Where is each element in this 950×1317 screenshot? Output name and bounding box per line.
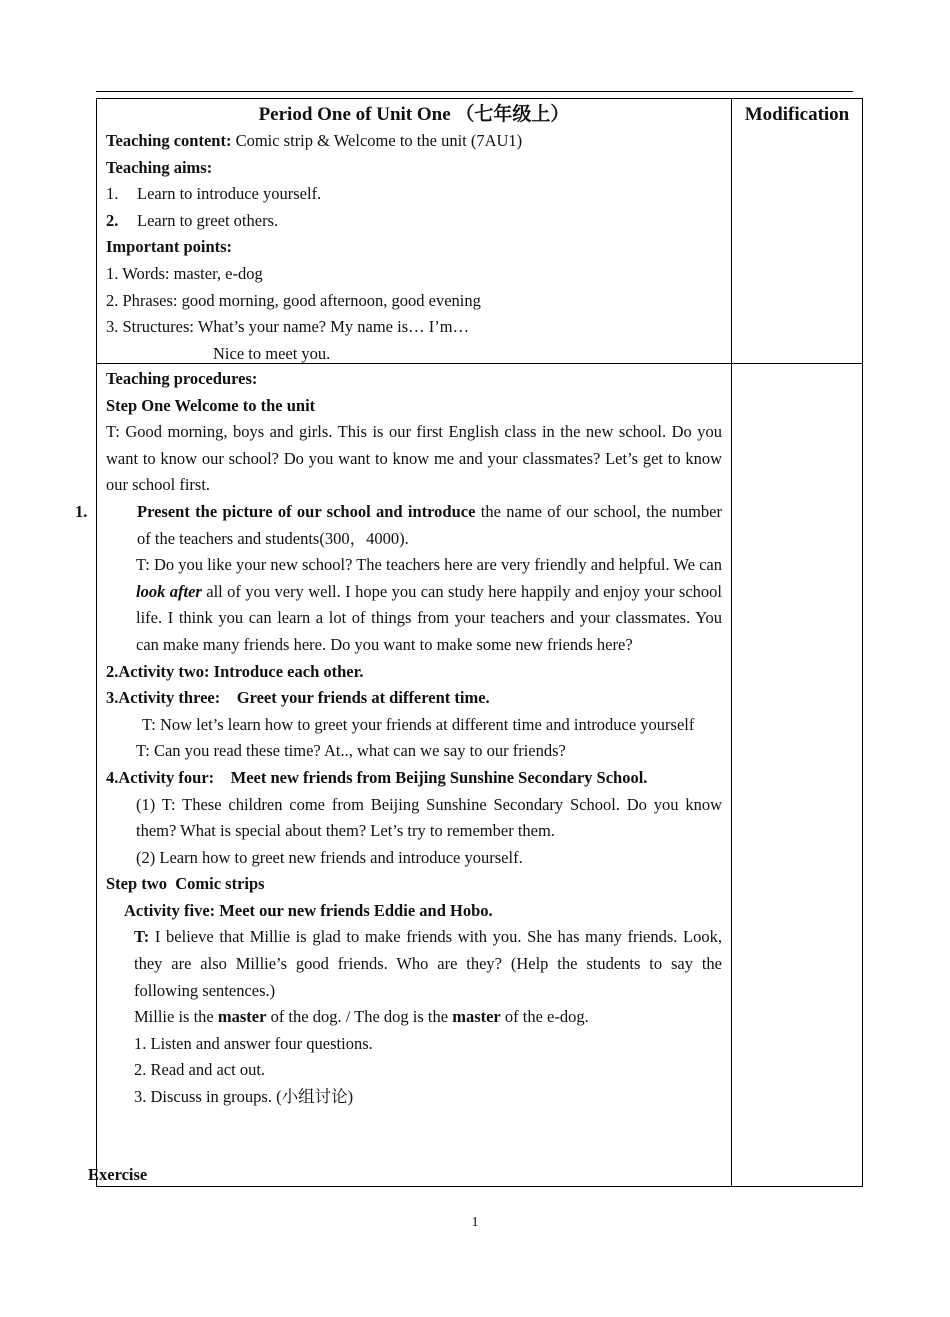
aims-label: Teaching aims:	[106, 157, 213, 177]
item-number: 1.	[75, 501, 88, 521]
content-value: Comic strip & Welcome to the unit (7AU1)	[231, 131, 523, 150]
exercise-heading: Exercise	[88, 1165, 148, 1184]
header-rule	[96, 91, 853, 92]
point-item: Nice to meet you.	[213, 343, 331, 363]
millie-sentence	[106, 1004, 722, 1031]
header-main-cell	[97, 99, 732, 364]
item-one-teacher	[106, 552, 722, 658]
intro-paragraph: T: Good morning, boys and girls. This is our first English class in the new school. Do you want to know our school? Do you want to know me and your classmates? Let’s get to know our school first.	[106, 422, 722, 495]
page-title: Period One of Unit One （七年级上）	[258, 104, 570, 125]
aim-text: Learn to introduce yourself.	[137, 184, 322, 204]
activity-three-teacher-1: T: Now let’s learn how to greet your friends at different time and introduce yourself	[142, 714, 695, 734]
point-item: 3. Structures: What’s your name? My name is… I’m…	[106, 317, 470, 337]
activity-three-teacher-2: T: Can you read these time? At.., what can we say to our friends?	[136, 741, 566, 761]
task-item: 3. Discuss in groups. (小组讨论)	[134, 1087, 354, 1107]
teacher-text: T: Do you like your new school? The teachers here are very friendly and helpful. We can	[136, 555, 722, 575]
item-one	[75, 499, 722, 552]
aim-text: Learn to greet others.	[137, 210, 279, 230]
aim-item	[106, 208, 722, 235]
procedures-cell	[75, 364, 732, 1187]
task-item: 1. Listen and answer four questions.	[134, 1033, 373, 1053]
sentence-part: of the e-dog.	[500, 1007, 589, 1027]
activity-four-item-1: (1) T: These children come from Beijing Sunshine Secondary School. Do you know them? What is special about them? Let’s try to remember them.	[136, 794, 722, 841]
activity-five-teacher	[106, 924, 722, 1004]
task-item: 2. Read and act out.	[134, 1060, 266, 1080]
lesson-plan-table	[75, 98, 863, 1187]
point-item: 2. Phrases: good morning, good afternoon, good evening	[106, 290, 481, 310]
item-one-bold: Present the picture of our school and introduce	[137, 501, 476, 521]
teacher-text: all of you very well. I hope you can study here happily and enjoy your school life. I think you can learn a lot of things from your teachers and your classmates. You can make many friends here. Do you want to make some new friends here?	[136, 581, 722, 654]
activity-two-heading: 2.Activity two: Introduce each other.	[106, 661, 364, 681]
item-one-rest: the name of our school, the number of the teachers and students(300，4000).	[137, 501, 722, 548]
activity-four-item-2: (2) Learn how to greet new friends and introduce yourself.	[136, 847, 523, 867]
modification-cell	[732, 99, 863, 364]
procedures-label: Teaching procedures:	[106, 369, 258, 388]
look-after-phrase: look after	[136, 581, 202, 601]
master-word: master	[217, 1007, 267, 1027]
activity-three-heading: 3.Activity three: Greet your friends at different time.	[106, 688, 490, 708]
modification-cell	[732, 364, 863, 1187]
sentence-part: of the dog. / The dog is the	[266, 1007, 453, 1027]
teaching-content	[106, 128, 722, 155]
master-word: master	[452, 1007, 501, 1027]
activity-four-heading: 4.Activity four: Meet new friends from Beijing Sunshine Secondary School.	[106, 767, 648, 787]
activity-five-heading: Activity five: Meet our new friends Eddie and Hobo.	[124, 900, 493, 920]
modification-heading: Modification	[744, 104, 850, 125]
point-item: 1. Words: master, e-dog	[106, 263, 263, 283]
aim-item	[106, 181, 722, 208]
sentence-part: Millie is the	[134, 1007, 218, 1027]
aim-number: 2.	[106, 210, 119, 230]
teacher-label: T:	[134, 927, 150, 947]
teacher-text: I believe that Millie is glad to make friends with you. She has many friends. Look, they are also Millie’s good friends. Who are they? (Help the students to say the following sentences.)	[134, 927, 722, 1000]
table-row-procedures	[97, 364, 863, 1187]
content-label: Teaching content:	[106, 131, 232, 150]
step-one-heading: Step One Welcome to the unit	[106, 395, 316, 415]
aim-number: 1.	[106, 184, 119, 204]
page-number: 1	[471, 1215, 479, 1230]
step-two-heading: Step two Comic strips	[106, 874, 265, 894]
table-row-header	[97, 99, 863, 364]
points-label: Important points:	[106, 237, 233, 257]
